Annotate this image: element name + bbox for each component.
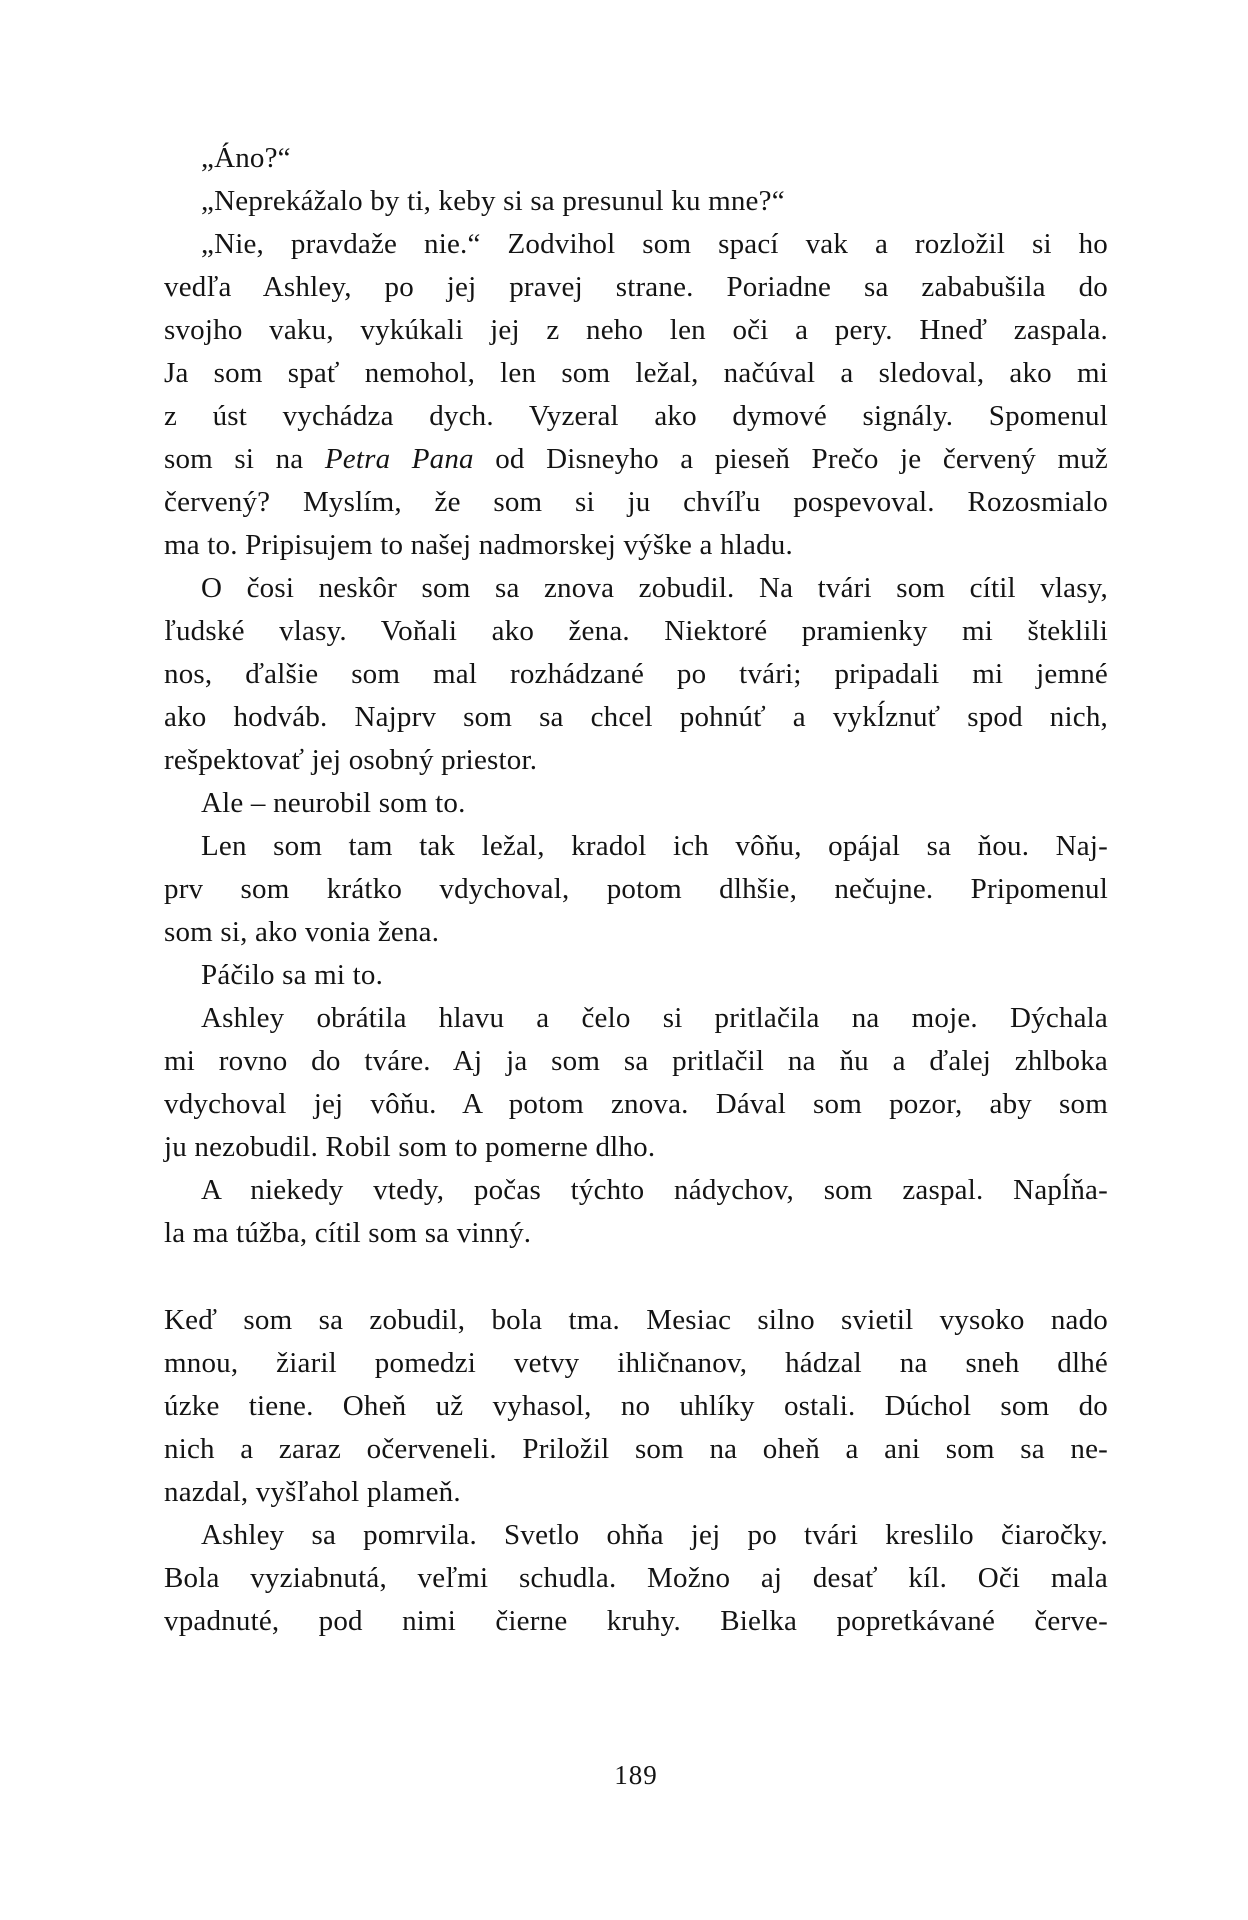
text-line: vedľa Ashley, po jej pravej strane. Poriadne sa zababušila do xyxy=(164,271,1108,303)
text-line: červený? Myslím, že som si ju chvíľu pospevoval. Rozosmialo xyxy=(164,486,1108,518)
text-line: „Nie, pravdaže nie.“ Zodvihol som spací vak a rozložil si ho xyxy=(201,228,1108,260)
text-line: mi rovno do tváre. Aj ja som sa pritlačil na ňu a ďalej zhlboka xyxy=(164,1045,1108,1077)
text-line: ako hodváb. Najprv som sa chcel pohnúť a vykĺznuť spod nich, xyxy=(164,701,1108,733)
text-line: Páčilo sa mi to. xyxy=(201,959,384,991)
text-segment: od Disneyho a pieseň Prečo je červený muž xyxy=(473,443,1108,475)
text-line: Len som tam tak ležal, kradol ich vôňu, opájal sa ňou. Naj- xyxy=(201,830,1108,862)
text-line: ma to. Pripisujem to našej nadmorskej výške a hladu. xyxy=(164,529,793,561)
text-line: „Neprekážalo by ti, keby si sa presunul ku mne?“ xyxy=(201,185,785,217)
text-line: Bola vyziabnutá, veľmi schudla. Možno aj desať kíl. Oči mala xyxy=(164,1562,1108,1594)
text-line: la ma túžba, cítil som sa vinný. xyxy=(164,1217,532,1249)
text-segment: som si na xyxy=(164,443,325,475)
text-line: „Áno?“ xyxy=(201,142,291,174)
italic-title-text: Petra Pana xyxy=(324,443,474,475)
text-line: A niekedy vtedy, počas týchto nádychov, som zaspal. Napĺňa- xyxy=(201,1174,1108,1206)
text-line: vdychoval jej vôňu. A potom znova. Dával som pozor, aby som xyxy=(164,1088,1108,1120)
text-line: som si, ako vonia žena. xyxy=(164,916,440,948)
text-line: z úst vychádza dych. Vyzeral ako dymové signály. Spomenul xyxy=(164,400,1108,432)
text-line: nazdal, vyšľahol plameň. xyxy=(164,1476,461,1508)
text-line: prv som krátko vdychoval, potom dlhšie, nečujne. Pripomenul xyxy=(164,873,1108,905)
text-line: úzke tiene. Oheň už vyhasol, no uhlíky ostali. Dúchol som do xyxy=(164,1390,1108,1422)
text-line: Ja som spať nemohol, len som ležal, načúval a sledoval, ako mi xyxy=(164,357,1108,389)
body-text xyxy=(164,137,1108,1643)
text-line: rešpektovať jej osobný priestor. xyxy=(164,744,538,776)
text-line: nos, ďalšie som mal rozhádzané po tvári; pripadali mi jemné xyxy=(164,658,1108,690)
text-line: Ashley sa pomrvila. Svetlo ohňa jej po tvári kreslilo čiaročky. xyxy=(201,1519,1108,1551)
text-line: O čosi neskôr som sa znova zobudil. Na tvári som cítil vlasy, xyxy=(201,572,1108,604)
text-line: mnou, žiaril pomedzi vetvy ihličnanov, hádzal na sneh dlhé xyxy=(164,1347,1108,1379)
text-line: Ale – neurobil som to. xyxy=(201,787,466,819)
text-line: svojho vaku, vykúkali jej z neho len oči a pery. Hneď zaspala. xyxy=(164,314,1108,346)
text-line: ľudské vlasy. Voňali ako žena. Niektoré pramienky mi šteklili xyxy=(164,615,1108,647)
text-line: nich a zaraz očerveneli. Priložil som na oheň a ani som sa ne- xyxy=(164,1433,1108,1465)
text-line: ju nezobudil. Robil som to pomerne dlho. xyxy=(164,1131,656,1163)
page-number: 189 xyxy=(614,1760,658,1790)
text-line: vpadnuté, pod nimi čierne kruhy. Bielka popretkávané červe- xyxy=(164,1605,1108,1637)
text-line: Keď som sa zobudil, bola tma. Mesiac silno svietil vysoko nado xyxy=(164,1304,1108,1336)
text-line: Ashley obrátila hlavu a čelo si pritlačila na moje. Dýchala xyxy=(201,1002,1108,1034)
text-line xyxy=(164,438,1108,481)
